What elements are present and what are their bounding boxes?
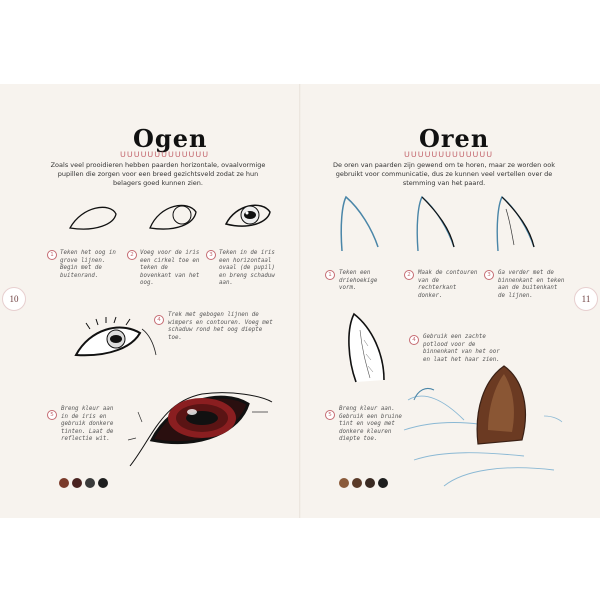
step-number-right-1: 1 <box>325 270 335 280</box>
page-number-left: 10 <box>2 287 26 311</box>
step-number-left-4: 4 <box>154 315 164 325</box>
step-text-right-4: Gebruik een zachte potlood voor de binnenkant van het oor en laat het haar zien. <box>423 334 500 363</box>
step-text-right-3: Ga verder met de binnenkant en teken aan de buitenkant de lijnen. <box>498 270 565 299</box>
swatch <box>59 478 69 488</box>
step-text-left-2: Voeg voor de iris een cirkel toe en teken de bovenkant van het oog. <box>140 250 200 286</box>
eye-step4-drawing <box>70 315 160 365</box>
swatch <box>352 478 362 488</box>
step-text-right-5: Breng kleur aan. Gebruik een bruine tint en voeg met donkere kleuren diepte toe. <box>339 406 402 442</box>
ear-step2-drawing <box>412 195 462 255</box>
right-intro-text: De oren van paarden zijn gewend om te horen, maar ze worden ook gebruikt voor communicatie, dus ze kunnen veel vertellen over de stemming van het paard. <box>333 161 555 187</box>
step-text-left-1: Teken het oog in grove lijnen. Begin met de buitenrand. <box>60 250 116 279</box>
ear-step1-drawing <box>336 195 386 255</box>
horseshoe-divider-right: ᑌᑌᑌᑌᑌᑌᑌᑌᑌᑌᑌᑌᑌ <box>404 150 494 159</box>
swatch <box>98 478 108 488</box>
book-gutter <box>299 84 301 518</box>
ear-step4-drawing <box>344 310 394 385</box>
eye-step5-drawing <box>122 382 282 474</box>
step-number-right-3: 3 <box>484 270 494 280</box>
ear-step3-drawing <box>492 195 542 255</box>
eye-step3-drawing <box>220 198 280 236</box>
right-page-title: Oren <box>419 124 490 153</box>
swatch <box>85 478 95 488</box>
color-swatches-right <box>339 478 388 488</box>
step-text-right-1: Teken een driehoekige vorm. <box>339 270 378 291</box>
swatch <box>378 478 388 488</box>
step-number-right-5: 5 <box>325 410 335 420</box>
step-number-left-1: 1 <box>47 250 57 260</box>
swatch <box>339 478 349 488</box>
step-text-left-3: Teken in de iris een horizontaal ovaal (de pupil) en breng schaduw aan. <box>219 250 275 286</box>
eye-step2-drawing <box>142 198 206 236</box>
swatch <box>365 478 375 488</box>
eye-step1-drawing <box>64 200 124 236</box>
step-text-right-2: Maak de contouren van de rechterkant donker. <box>418 270 478 299</box>
step-text-left-5: Breng kleur aan in de iris en gebruik donkere tinten. Laat de reflectie wit. <box>61 406 114 442</box>
left-page-title: Ogen <box>133 124 208 153</box>
page-number-right: 11 <box>574 287 598 311</box>
step-number-left-5: 5 <box>47 410 57 420</box>
horseshoe-divider-left: ᑌᑌᑌᑌᑌᑌᑌᑌᑌᑌᑌᑌᑌ <box>120 150 210 159</box>
step-number-left-3: 3 <box>206 250 216 260</box>
left-intro-text: Zoals veel prooidieren hebben paarden horizontale, ovaalvormige pupillen die zorgen voor een breed gezichtsveld zodat ze hun belagers goed kunnen zien. <box>50 161 266 187</box>
color-swatches-left <box>59 478 108 488</box>
step-text-left-4: Trek met gebogen lijnen de wimpers en contouren. Voeg met schaduw rond het oog diepte toe. <box>168 312 273 341</box>
step-number-right-2: 2 <box>404 270 414 280</box>
step-number-right-4: 4 <box>409 335 419 345</box>
ear-step5-drawing <box>404 360 564 490</box>
step-number-left-2: 2 <box>127 250 137 260</box>
swatch <box>72 478 82 488</box>
